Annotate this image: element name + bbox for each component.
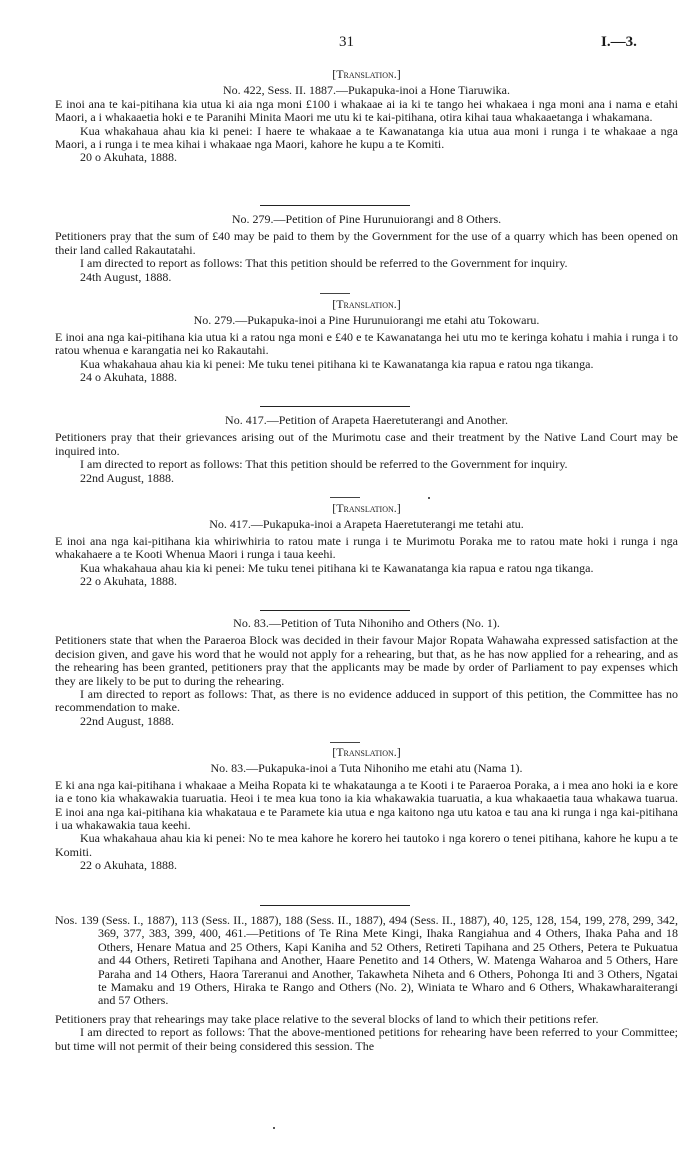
translation-label: [Translation.]: [332, 745, 401, 759]
report-text: Kua whakahaua ahau kia ki penei: Me tuku tenei pitihana ki te Kawanatanga kia rapua e ratou nga tikanga.: [80, 356, 594, 371]
report-date: 22 o Akuhata, 1888.: [80, 574, 177, 589]
petition-section: [55, 68, 678, 165]
translation-label: [Translation.]: [332, 501, 401, 515]
report-date: 24 o Akuhata, 1888.: [80, 370, 177, 385]
report-text: I am directed to report as follows: That the above-mentioned petitions for rehearing have been referred to your Committee; but time will not permit of their being considered this session. The: [55, 1025, 678, 1053]
petition-section: [55, 617, 678, 728]
petition-section: [55, 298, 678, 384]
petition-text: Petitioners pray that the sum of £40 may be paid to them by the Government for the use of a quarry which has been opened on their land called Rakautatahi.: [55, 229, 678, 257]
petition-text: Petitioners pray that their grievances arising out of the Murimotu case and their treatment by the Native Land Court may be inquired into.: [55, 430, 678, 458]
ink-speck: [273, 1127, 275, 1129]
petition-section: [55, 746, 678, 873]
petition-heading: No. 279.—Pukapuka-inoi a Pine Hurunuiorangi me etahi atu Tokowaru.: [193, 313, 540, 328]
page-number: 31: [339, 34, 354, 50]
ink-speck: [428, 497, 430, 499]
report-date: 22 o Akuhata, 1888.: [80, 858, 177, 873]
report-text: I am directed to report as follows: That, as there is no evidence adduced in support of this petition, the Committee has no recommendation to make.: [55, 687, 678, 715]
petition-section: [55, 414, 678, 485]
petition-section: [55, 502, 678, 588]
section-divider: [260, 205, 410, 206]
short-divider: [330, 742, 360, 743]
petition-heading: Nos. 139 (Sess. I., 1887), 113 (Sess. II., 1887), 188 (Sess. II., 1887), 494 (Sess. II., 1887), 40, 125, 128, 154, 199, 278, 299, 342, 369, 377, 383, 399, 400, 461.—Petitions of Te Rina Mete Kingi, Ihaka Rangiahua and 4 Others, Ihaka Paha and 18 Others, Henare Matua and 25 Others, Kapi Kaniha and 52 Others, Retireti Tapihana and 25 Others, Petera te Pukuatua and 44 Others, Retireti Tapihana and Another, Haare Penetito and 14 Others, W. Matenga Waharoa and 5 Others, Hare Paraha and 14 Others, Haora Tareranui and Another, Takawheta Niheta and 6 Others, Pohonga Iti and 3 Others, Ngatai te Mamaku and 19 Others, Hiraka te Rango and Others (No. 2), Winiata te Wharo and 6 Others, Whakawharaiterangi and 57 Others.: [55, 913, 678, 1008]
short-divider: [330, 497, 360, 498]
report-date: 20 o Akuhata, 1888.: [80, 150, 177, 165]
petition-section: [55, 213, 678, 284]
petition-text: E ki ana nga kai-pitihana i whakaae a Meiha Ropata ki te whakataunga a te Kooti i te Paraeroa Poraka, a i mea ano hoki ia e kore ia e tono kia whakawakia tuaruatia. Heoi i te mea kua tono ia kia whakawakia tuaruatia, a kua whakaaetia taua whakawa tuarua. E inoi ana nga kai-pitihana kia whakataua e te Paramete kia utua e nga kaitono nga utu katoa e tau ana ki runga i nga kai-pitihana i ua whakawakia taua keehi.: [55, 777, 678, 833]
petition-text: Petitioners state that when the Paraeroa Block was decided in their favour Major Ropata Wahawaha expressed satisfaction at the decision given, and gave his word that he would not apply for a rehearing, but that, as he has now applied for a rehearing, and as the rehearing has been granted, petitioners pray that the applicants may be made by order of Parliament to pay expenses which they are likely to be put to during the rehearing.: [55, 633, 678, 688]
translation-label: [Translation.]: [332, 67, 401, 81]
section-divider: [260, 610, 410, 611]
report-text: I am directed to report as follows: That this petition should be referred to the Government for inquiry.: [80, 457, 568, 472]
petition-heading: No. 83.—Pukapuka-inoi a Tuta Nihoniho me etahi atu (Nama 1).: [210, 761, 523, 776]
petition-heading: No. 417.—Petition of Arapeta Haeretuterangi and Another.: [225, 413, 508, 427]
petition-heading: No. 279.—Petition of Pine Hurunuiorangi and 8 Others.: [231, 212, 502, 226]
section-divider: [260, 905, 410, 906]
petition-text: E inoi ana nga kai-pitihana kia whiriwhiria to ratou mate i runga i te Murimotu Poraka me to ratou mate hoki i runga i nga whakahaere a te Kooti Whenua Maori i runga i taua keehi.: [55, 533, 678, 562]
report-date: 22nd August, 1888.: [80, 470, 175, 485]
petition-text: E inoi ana nga kai-pitihana kia utua ki a ratou nga moni e £40 e te Kawanatanga hei utu mo te keringa kohatu i mahia i runga i to ratou whenua e karangatia nei ko Rakautahi.: [55, 329, 678, 358]
section-divider: [260, 406, 410, 407]
petition-section: [55, 914, 678, 1053]
translation-label: [Translation.]: [332, 297, 401, 311]
report-text: Kua whakahaua ahau kia ki penei: No te mea kahore he korero hei tautoko i nga korero o tenei pitihana, kahore he kupu a te Komiti.: [55, 831, 678, 859]
petition-heading: No. 83.—Petition of Tuta Nihoniho and Others (No. 1).: [233, 616, 500, 630]
report-text: Kua whakahaua ahau kia ki penei: I haere te whakaae a te Kawanatanga kia utua aua moni i runga i te whakaae a nga Maori, a i runga i te mea kihai i whakaae nga Maori, kahore he kupu a te Komiti.: [55, 123, 678, 152]
page-reference: I.—3.: [601, 34, 637, 50]
report-date: 24th August, 1888.: [80, 269, 172, 284]
short-divider: [320, 293, 350, 294]
petition-text: Petitioners pray that rehearings may take place relative to the several blocks of land to which their petitions refer.: [55, 1011, 599, 1026]
report-date: 22nd August, 1888.: [80, 713, 175, 728]
petition-heading: No. 417.—Pukapuka-inoi a Arapeta Haeretuterangi me tetahi atu.: [209, 517, 524, 532]
petition-heading: No. 422, Sess. II. 1887.—Pukapuka-inoi a Hone Tiaruwika.: [223, 83, 510, 98]
report-text: I am directed to report as follows: That this petition should be referred to the Government for inquiry.: [80, 256, 568, 271]
petition-text: E inoi ana te kai-pitihana kia utua ki aia nga moni £100 i whakaae ai ia ki te tango hei whakaea i nga moni ana i nama e etahi Maori, a i whakaaetia hoki e te Paranihi Minita Maori me utu ki te kai-pitihana, otira kihai taua whakaaetanga i whakamana.: [55, 96, 678, 125]
report-text: Kua whakahaua ahau kia ki penei: Me tuku tenei pitihana ki te Kawanatanga kia rapua e ratou nga tikanga.: [80, 560, 594, 575]
